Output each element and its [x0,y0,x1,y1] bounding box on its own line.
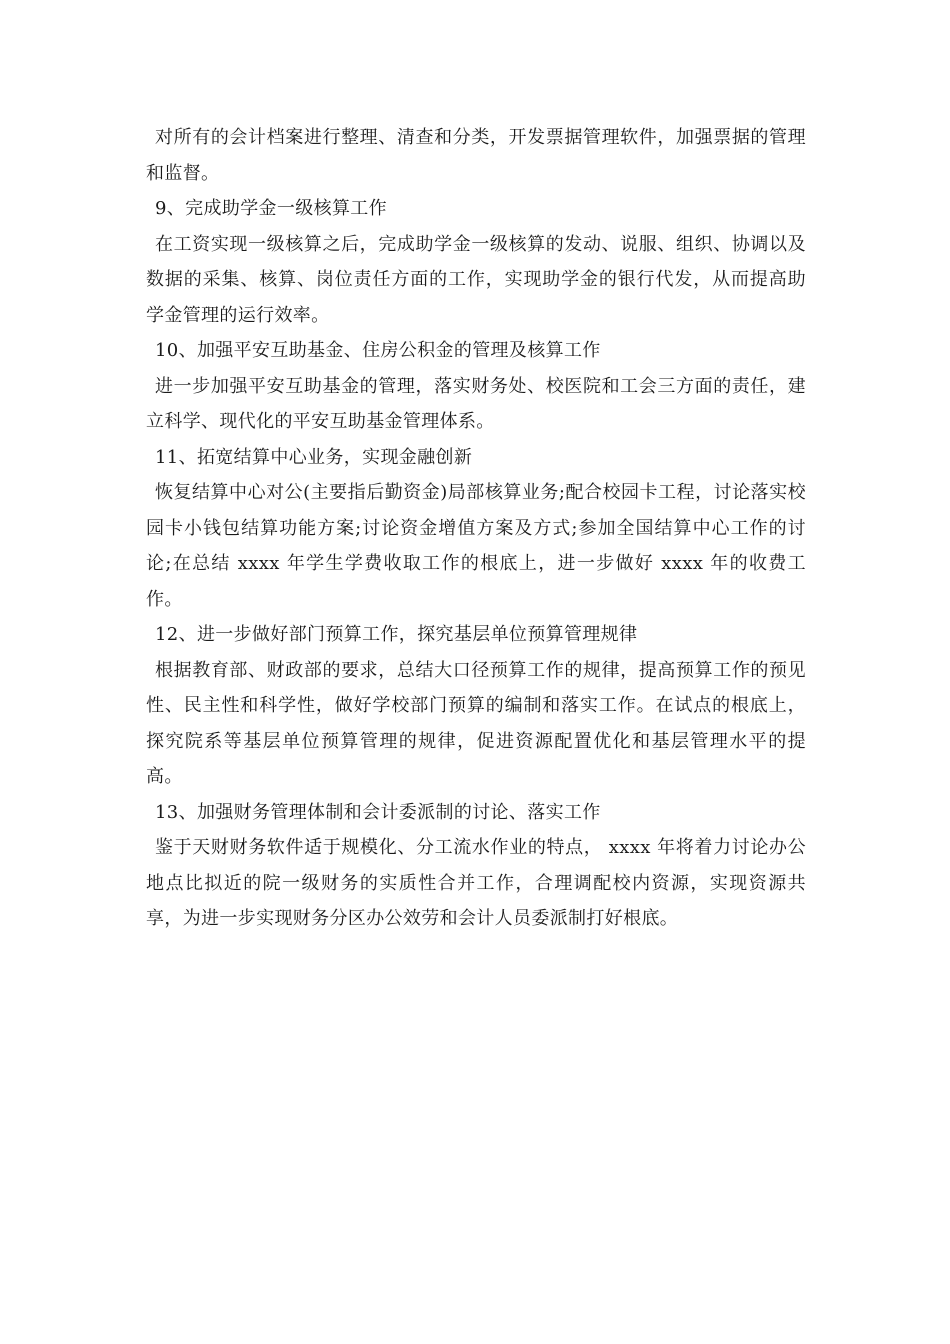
paragraph: 进一步加强平安互助基金的管理，落实财务处、校医院和工会三方面的责任，建立科学、现代化的平安互助基金管理体系。 [146,375,806,432]
paragraph: 鉴于天财财务软件适于规模化、分工流水作业的特点， xxxx 年将着力讨论办公地点比拟近的院一级财务的实质性合并工作，合理调配校内资源，实现资源共享，为进一步实现财务分区办公效劳和会计人员委派制打好根底。 [146,837,806,929]
section-heading: 11、拓宽结算中心业务，实现金融创新 [155,446,473,468]
section-heading: 10、加强平安互助基金、住房公积金的管理及核算工作 [155,340,601,361]
paragraph: 在工资实现一级核算之后，完成助学金一级核算的发动、说服、组织、协调以及数据的采集、核算、岗位责任方面的工作，实现助学金的银行代发，从而提高助学金管理的运行效率。 [146,233,806,326]
document-body [146,120,806,937]
paragraph: 恢复结算中心对公(主要指后勤资金)局部核算业务;配合校园卡工程，讨论落实校园卡小钱包结算功能方案;讨论资金增值方案及方式;参加全国结算中心工作的讨论;在总结 xxxx 年学生学费收取工作的根底上，进一步做好 xxxx 年的收费工作。 [146,482,806,610]
section-heading: 9、完成助学金一级核算工作 [155,198,388,219]
section-heading: 13、加强财务管理体制和会计委派制的讨论、落实工作 [155,801,601,823]
paragraph: 根据教育部、财政部的要求，总结大口径预算工作的规律，提高预算工作的预见性、民主性和科学性，做好学校部门预算的编制和落实工作。在试点的根底上，探究院系等基层单位预算管理的规律，促进资源配置优化和基层管理水平的提高。 [146,659,806,787]
paragraph: 对所有的会计档案进行整理、清查和分类，开发票据管理软件，加强票据的管理和监督。 [146,127,806,184]
section-heading: 12、进一步做好部门预算工作，探究基层单位预算管理规律 [155,624,638,645]
